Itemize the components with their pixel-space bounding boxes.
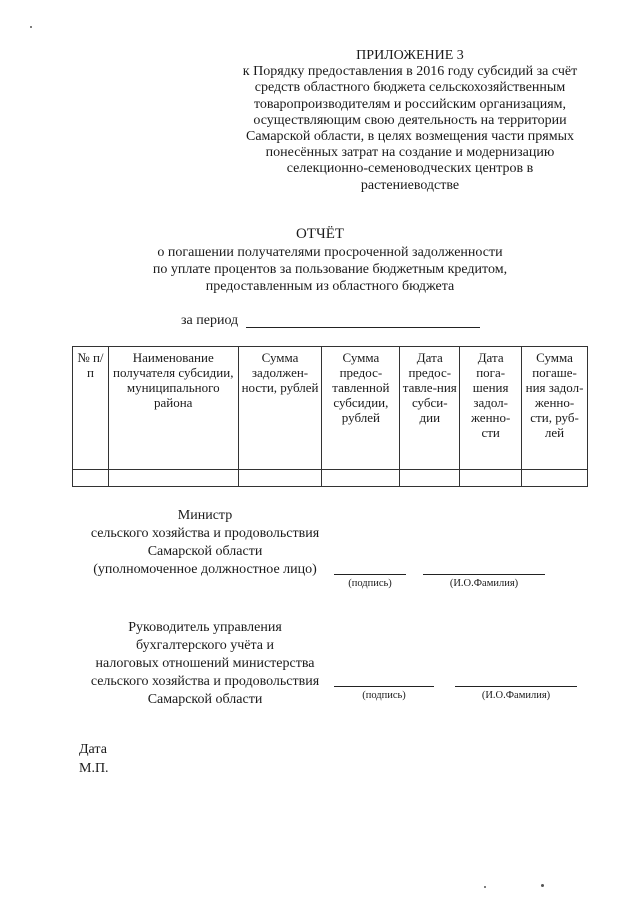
appendix-line: средств областного бюджета сельскохозяйственным [254, 80, 566, 96]
table-cell[interactable] [400, 470, 460, 487]
name-caption: (И.О.Фамилия) [481, 690, 551, 701]
column-header-repayment-amount: Сумма погаше-ния задол-женно-сти, руб-лей [522, 347, 588, 470]
date-label: Дата [79, 742, 107, 757]
appendix-line: осуществляющим свою деятельность на территории [253, 112, 567, 128]
signatory-line: Министр [177, 508, 233, 523]
table-cell[interactable] [322, 470, 400, 487]
column-header-number: № п/п [73, 347, 109, 470]
report-subtitle-line: по уплате процентов за пользование бюджетным кредитом, [152, 262, 508, 277]
report-subtitle-line: предоставленным из областного бюджета [205, 279, 455, 294]
column-header-recipient: Наименование получателя субсидии, муниципального района [108, 347, 238, 470]
signatory-line: бухгалтерского учёта и [136, 638, 274, 653]
signatory-line: сельского хозяйства и продовольствия [90, 526, 320, 541]
minister-name-line[interactable] [423, 574, 545, 575]
table-cell[interactable] [460, 470, 522, 487]
table-cell[interactable] [73, 470, 109, 487]
stamp-label: М.П. [79, 761, 109, 776]
column-header-debt-amount: Сумма задолжен-ности, рублей [238, 347, 322, 470]
accounting-signature-line[interactable] [334, 686, 434, 687]
column-header-subsidy-amount: Сумма предос-тавленной субсидии, рублей [322, 347, 400, 470]
name-caption: (И.О.Фамилия) [449, 578, 519, 589]
appendix-header [220, 48, 600, 194]
scan-speck [484, 886, 486, 888]
signatory-line: Самарской области [147, 692, 263, 707]
table-cell[interactable] [238, 470, 322, 487]
report-table [72, 346, 588, 487]
appendix-line: товаропроизводителям и российским организациям, [253, 96, 567, 112]
signatory-line: налоговых отношений министерства [95, 656, 315, 671]
report-title: ОТЧЁТ [295, 226, 345, 242]
signatory-line: сельского хозяйства и продовольствия [90, 674, 320, 689]
appendix-line: растениеводстве [360, 177, 460, 193]
report-subtitle [80, 244, 580, 295]
appendix-line: понесённых затрат на создание и модернизацию [265, 145, 555, 161]
accounting-name-line[interactable] [455, 686, 577, 687]
appendix-line: селекционно-семеноводческих центров в [286, 161, 534, 177]
accounting-head-signature-block [70, 619, 340, 709]
minister-signature-line[interactable] [334, 574, 406, 575]
period-fill-line[interactable] [246, 327, 480, 328]
column-header-repayment-date: Дата пога-шения задол-женно-сти [460, 347, 522, 470]
report-subtitle-line: о погашении получателями просроченной задолженности [157, 245, 503, 260]
appendix-line: к Порядку предоставления в 2016 году субсидий за счёт [242, 64, 578, 80]
scan-speck [541, 884, 544, 887]
column-header-subsidy-date: Дата предос-тавле-ния субси-дии [400, 347, 460, 470]
table-header-row [73, 347, 588, 470]
minister-signature-block [70, 507, 340, 579]
signatory-line: Руководитель управления [128, 620, 282, 635]
table-cell[interactable] [522, 470, 588, 487]
appendix-title: ПРИЛОЖЕНИЕ 3 [356, 48, 464, 63]
scan-speck [30, 26, 32, 28]
table-cell[interactable] [108, 470, 238, 487]
signatory-line: Самарской области [147, 544, 263, 559]
signature-caption: (подпись) [348, 578, 392, 589]
table-row [73, 470, 588, 487]
signatory-line: (уполномоченное должностное лицо) [93, 562, 317, 577]
appendix-line: Самарской области, в целях возмещения части прямых [246, 129, 574, 145]
signature-caption: (подпись) [362, 690, 406, 701]
period-label: за период [181, 313, 239, 328]
